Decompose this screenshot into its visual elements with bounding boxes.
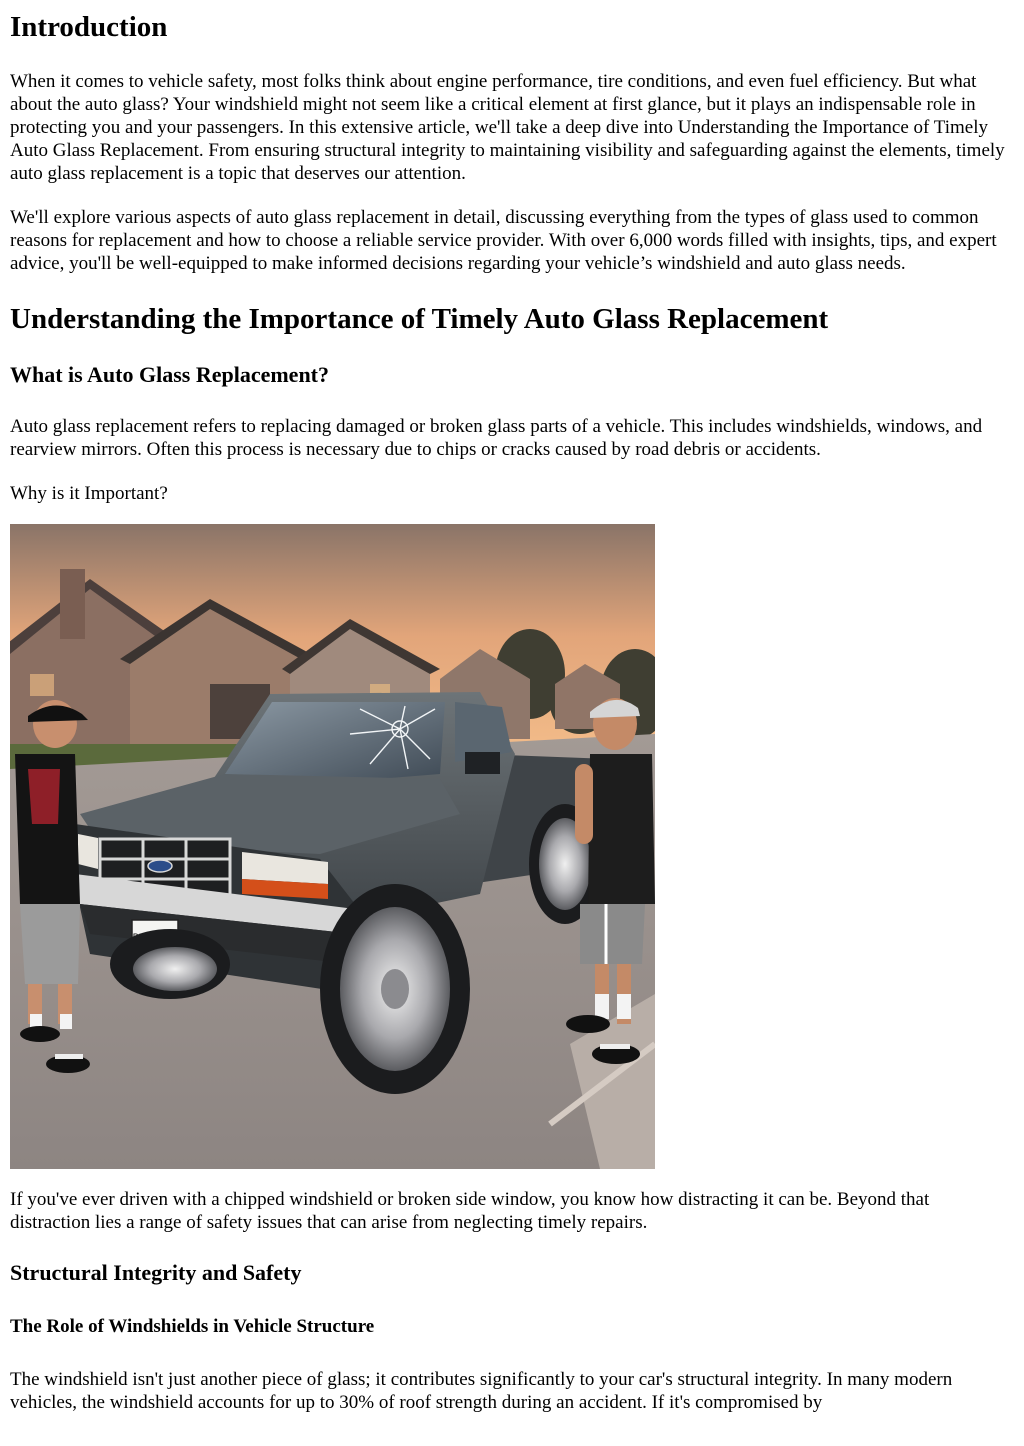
truck-cracked-windshield-photo (10, 524, 655, 1169)
what-is-heading: What is Auto Glass Replacement? (10, 362, 329, 387)
why-important-label: Why is it Important? (10, 483, 168, 504)
structural-heading: Structural Integrity and Safety (10, 1260, 302, 1285)
intro-paragraph-2: We'll explore various aspects of auto glass replacement in detail, discussing everything from the types of glass used to common reasons for replacement and how to choose a reliable service provider. With over 6,000 words filled with insights, tips, and expert advice, you'll be well-equipped to make informed decisions regarding your vehicle’s windshield and auto glass needs. (10, 207, 997, 274)
what-is-paragraph: Auto glass replacement refers to replacing damaged or broken glass parts of a vehicle. This includes windshields, windows, and rearview mirrors. Often this process is necessary due to chips or cracks caused by road debris or accidents. (10, 416, 983, 460)
role-paragraph: The windshield isn't just another piece of glass; it contributes significantly to your car's structural integrity. In many modern vehicles, the windshield accounts for up to 30% of roof strength during an accident. If it's compromised by (10, 1369, 953, 1413)
intro-paragraph-1: When it comes to vehicle safety, most folks think about engine performance, tire conditions, and even fuel efficiency. But what about the auto glass? Your windshield might not seem like a critical element at first glance, but it plays an indispensable role in protecting you and your passengers. In this extensive article, we'll take a deep dive into Understanding the Importance of Timely Auto Glass Replacement. From ensuring structural integrity to maintaining visibility and safeguarding against the elements, timely auto glass replacement is a topic that deserves our attention. (10, 71, 1005, 184)
intro-heading: Introduction (10, 11, 168, 43)
distraction-paragraph: If you've ever driven with a chipped windshield or broken side window, you know how distracting it can be. Beyond that distraction lies a range of safety issues that can arise from neglecting timely repairs. (10, 1189, 930, 1233)
role-heading: The Role of Windshields in Vehicle Structure (10, 1316, 375, 1337)
main-heading: Understanding the Importance of Timely Auto Glass Replacement (10, 303, 829, 335)
